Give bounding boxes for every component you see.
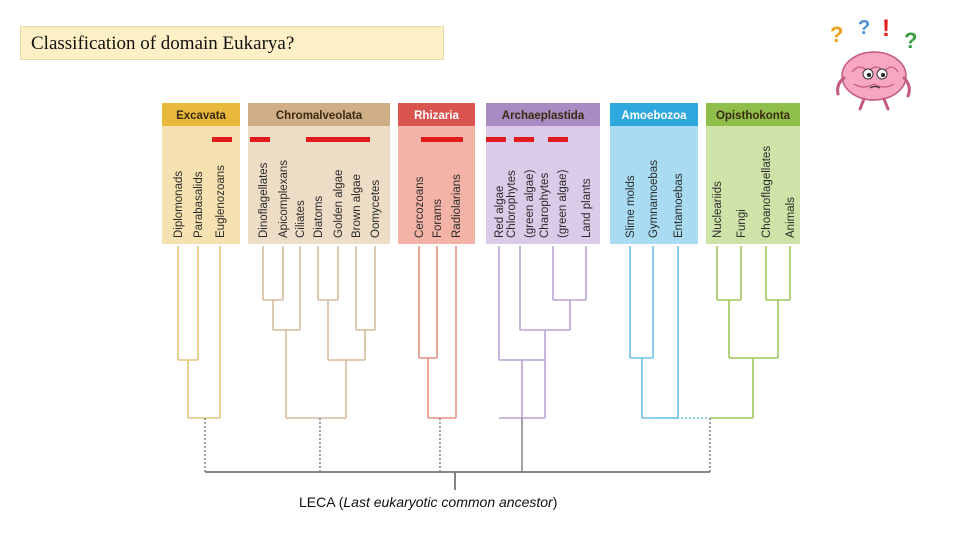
taxon-label [333,170,345,238]
taxon-label [258,162,270,238]
taxon-name: Red algae [494,185,506,238]
red-marker [250,137,270,142]
taxon-label [581,178,593,238]
svg-text:?: ? [904,28,918,53]
supergroup-excavata [162,103,240,418]
supergroup-rhizaria [398,103,475,418]
taxon-name: Charophytes [539,172,551,238]
taxon-label [673,173,685,238]
red-marker [306,137,370,142]
svg-text:?: ? [830,22,844,47]
taxon-name: Brown algae [351,174,363,238]
taxon-name: Slime molds [625,175,637,238]
taxon-name: Ciliates [295,200,307,238]
supergroup-name-archaeplastida: Archaeplastida [501,110,585,122]
supergroup-chromalveolata [248,103,390,418]
taxon-name: Animals [785,197,797,238]
taxon-label [295,200,307,238]
leca-open-paren: ( [334,494,344,510]
taxon-name: Cercozoans [414,176,426,238]
red-marker [548,137,568,142]
slide-title: Classification of domain Eukarya? [20,26,444,60]
taxon-label [313,196,325,238]
taxon-label [370,180,382,238]
taxon-name: Nucleariids [712,181,724,238]
supergroup-name-excavata: Excavata [176,110,226,122]
red-marker [212,137,232,142]
taxon-note: (green algae) [557,169,569,238]
taxon-label [278,160,290,238]
taxon-label [761,146,773,238]
taxon-name: Radiolarians [451,174,463,238]
leca-full-name: Last eukaryotic common ancestor [343,494,553,510]
taxon-label [736,209,748,238]
taxon-name: Gymnamoebas [648,160,660,238]
taxon-name: Oomycetes [370,179,382,238]
taxon-label [625,175,637,238]
root-connectors [205,418,710,490]
taxon-label [414,176,426,238]
taxon-label [785,197,797,238]
svg-text:?: ? [858,17,871,39]
supergroup-name-opisthokonta: Opisthokonta [715,110,791,122]
red-marker [486,137,506,142]
leca-label [299,494,557,510]
supergroup-name-amoebozoa: Amoebozoa [621,110,687,122]
taxon-label [215,165,227,238]
taxon-note: (green algae) [524,169,536,238]
taxon-label [648,160,660,238]
taxon-label [193,171,205,238]
taxon-name: Diplomonads [173,170,185,238]
supergroup-opisthokonta [706,103,800,418]
taxon-name: Entamoebas [673,173,685,238]
taxon-name: Forams [432,199,444,238]
taxon-label [351,174,363,238]
taxon-label [432,199,444,238]
taxon-name: Choanoflagellates [761,145,773,238]
taxon-label [712,181,724,238]
taxon-name: Fungi [736,209,748,238]
taxon-name: Golden algae [333,169,345,238]
supergroup-name-rhizaria: Rhizaria [414,110,459,122]
svg-text:!: ! [882,15,890,42]
taxon-label [173,171,185,238]
taxon-label [494,186,506,238]
taxon-name: Chlorophytes [506,170,518,238]
taxon-name: Parabasalids [193,171,205,238]
red-marker [514,137,534,142]
leca-abbr: LECA [299,494,335,510]
taxon-name: Land plants [581,178,593,238]
red-marker [421,137,463,142]
taxon-name: Diatoms [313,195,325,238]
supergroup-amoebozoa [610,103,698,418]
taxon-label [451,174,463,238]
taxon-name: Euglenozoans [215,165,227,238]
taxon-name: Apicomplexans [278,160,290,238]
leca-close-paren: ) [552,494,558,510]
supergroup-name-chromalveolata: Chromalveolata [275,110,363,122]
supergroup-archaeplastida [486,103,600,418]
taxon-name: Dinoflagellates [258,162,270,238]
confused-brain-icon [824,14,934,114]
